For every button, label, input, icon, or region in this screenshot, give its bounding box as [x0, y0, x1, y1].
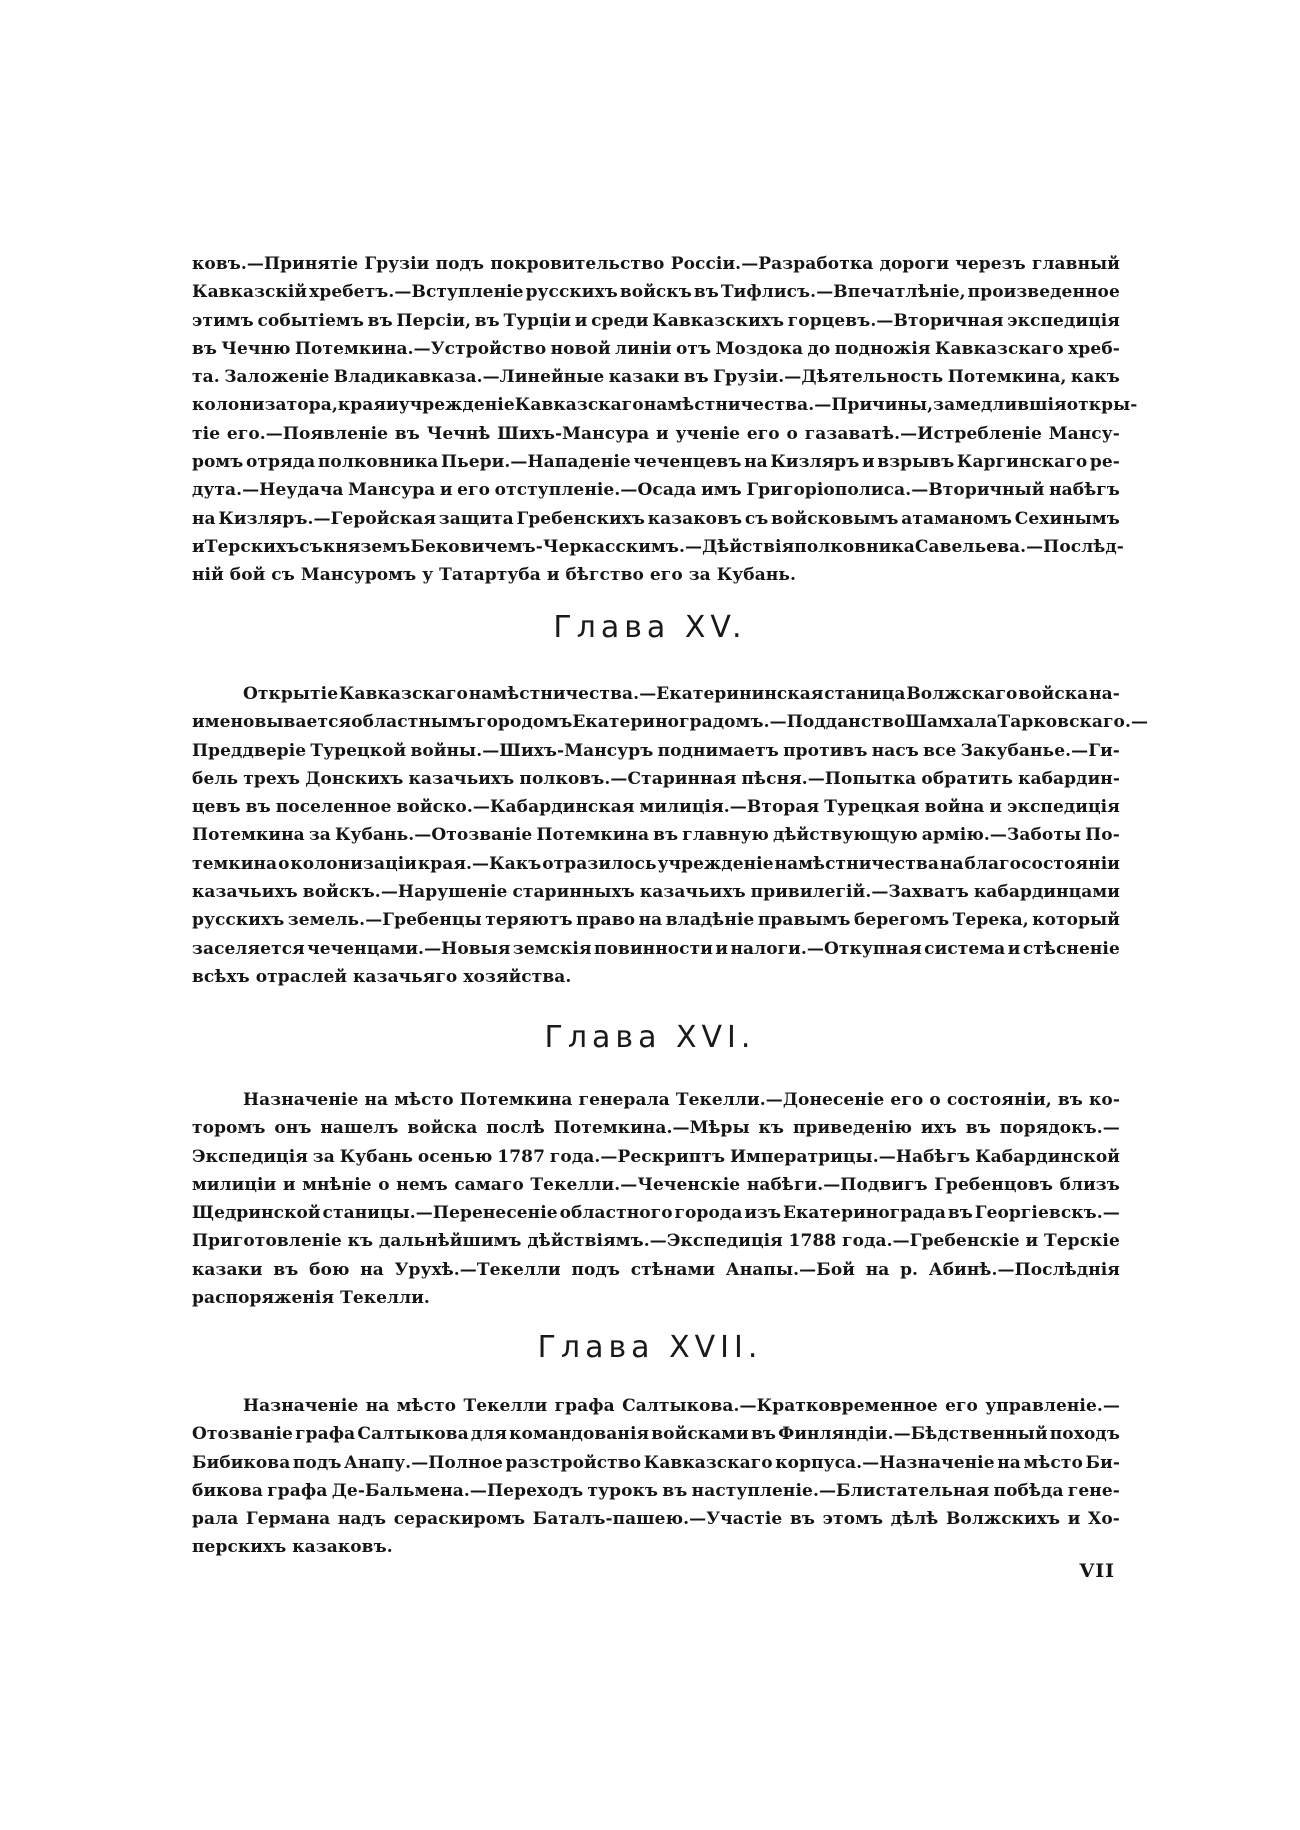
page-number: VII — [1079, 1560, 1115, 1582]
text-line: Отозваніе графа Салтыкова для командованія войсками въ Финляндіи.—Бѣдственный походъ — [192, 1424, 1120, 1445]
text-line: Кавказскій хребетъ.—Вступленіе русскихъ войскъ въ Тифлисъ.—Впечатлѣніе, произведенное — [192, 282, 1120, 303]
text-line: русскихъ земель.—Гребенцы теряютъ право на владѣніе правымъ берегомъ Терека, который — [192, 910, 1120, 931]
text-line: казаки въ бою на Урухѣ.—Текелли подъ стѣнами Анапы.—Бой на р. Абинѣ.—Послѣднія — [192, 1259, 1120, 1280]
chapter-16-heading: Глава XVI. — [544, 1020, 756, 1055]
text-line: ній бой съ Мансуромъ у Татартуба и бѣгство его за Кубань. — [192, 565, 797, 586]
text-line: Преддверіе Турецкой войны.—Шихъ-Мансуръ поднимаетъ противъ насъ все Закубанье.—Ги- — [192, 740, 1120, 761]
text-line: ромъ отряда полковника Пьери.—Нападеніе чеченцевъ на Кизляръ и взрывъ Каргинскаго ре- — [192, 452, 1120, 473]
text-line: Назначеніе на мѣсто Потемкина генерала Текелли.—Донесеніе его о состояніи, въ ко- — [243, 1090, 1120, 1110]
text-line: Назначеніе на мѣсто Текелли графа Салтыкова.—Кратковременное его управленіе.— — [243, 1396, 1120, 1416]
text-line: та. Заложеніе Владикавказа.—Линейные казаки въ Грузіи.—Дѣятельность Потемкина, какъ — [192, 367, 1120, 388]
intro-paragraph — [192, 250, 1138, 590]
text-line: этимъ событіемъ въ Персіи, въ Турціи и среди Кавказскихъ горцевъ.—Вторичная экспедиція — [192, 310, 1120, 331]
text-line: Открытіе Кавказскаго намѣстничества.—Екатерининская станица Волжскаго войска на- — [243, 684, 1120, 704]
text-line: дута.—Неудача Мансура и его отступленіе.—Осада имъ Григоріополиса.—Вторичный набѣгъ — [192, 480, 1120, 501]
text-line: темкина о колонизаціи края.—Какъ отразилось учрежденіе намѣстничества на благосостояніи — [192, 853, 1120, 874]
text-line: заселяется чеченцами.—Новыя земскія повинности и налоги.—Откупная система и стѣсненіе — [192, 938, 1120, 959]
text-line: въ Чечню Потемкина.—Устройство новой линіи отъ Моздока до подножія Кавказскаго хреб- — [192, 338, 1120, 359]
text-line: Потемкина за Кубань.—Отозваніе Потемкина въ главную дѣйствующую армію.—Заботы По- — [192, 825, 1120, 846]
text-line: милиціи и мнѣніе о немъ самаго Текелли.—Чеченскіе набѣги.—Подвигъ Гребенцовъ близъ — [192, 1174, 1120, 1195]
chapter-17-heading: Глава XVII. — [537, 1330, 763, 1365]
text-line: именовывается областнымъ городомъ Екатериноградомъ.—Подданство Шамхала Тарковскаго.— — [192, 712, 1149, 733]
text-line: цевъ въ поселенное войско.—Кабардинская милиція.—Вторая Турецкая война и экспедиція — [192, 797, 1120, 818]
chapter-16-summary — [192, 1086, 1120, 1312]
text-line: рала Германа надъ сераскиромъ Баталъ-пашею.—Участіе въ этомъ дѣлѣ Волжскихъ и Хо- — [192, 1509, 1120, 1530]
text-line: торомъ онъ нашелъ войска послѣ Потемкина.—Мѣры къ приведенію ихъ въ порядокъ.— — [192, 1118, 1120, 1139]
text-line: тіе его.—Появленіе въ Чечнѣ Шихъ-Мансура и ученіе его о газаватѣ.—Истребленіе Мансу- — [192, 423, 1120, 444]
text-line: и Терскихъ съ княземъ Бековичемъ-Черкасскимъ.—Дѣйствія полковника Савельева.—Послѣд- — [192, 536, 1124, 557]
text-line: казачьихъ войскъ.—Нарушеніе старинныхъ казачьихъ привилегій.—Захватъ кабардинцами — [192, 882, 1120, 903]
chapter-17-summary — [192, 1392, 1120, 1562]
chapter-15-heading: Глава XV. — [553, 610, 747, 645]
text-line: бель трехъ Донскихъ казачьихъ полковъ.—Старинная пѣсня.—Попытка обратить кабардин- — [192, 768, 1120, 789]
text-line: всѣхъ отраслей казачьяго хозяйства. — [192, 966, 572, 987]
text-line: Щедринской станицы.—Перенесеніе областного города изъ Екатеринограда въ Георгіевскъ.— — [192, 1203, 1120, 1224]
text-line: Бибикова подъ Анапу.—Полное разстройство Кавказскаго корпуса.—Назначеніе на мѣсто Би- — [192, 1452, 1120, 1473]
text-line: колонизатора, края и учрежденіе Кавказскаго намѣстничества.—Причины, замедлившія откры- — [192, 395, 1138, 416]
text-line: Приготовленіе къ дальнѣйшимъ дѣйствіямъ.—Экспедиція 1788 года.—Гребенскіе и Терскіе — [192, 1231, 1120, 1252]
text-line: ковъ.—Принятіе Грузіи подъ покровительство Россіи.—Разработка дороги черезъ главный — [192, 254, 1120, 274]
text-line: перскихъ казаковъ. — [192, 1537, 393, 1558]
text-line: бикова графа Де-Бальмена.—Переходъ турокъ въ наступленіе.—Блистательная побѣда гене- — [192, 1480, 1120, 1501]
text-line: распоряженія Текелли. — [192, 1288, 430, 1309]
text-line: на Кизляръ.—Геройская защита Гребенскихъ казаковъ съ войсковымъ атаманомъ Сехинымъ — [192, 508, 1120, 529]
text-line: Экспедиція за Кубань осенью 1787 года.—Рескриптъ Императрицы.—Набѣгъ Кабардинской — [192, 1146, 1120, 1167]
chapter-15-summary — [192, 680, 1149, 991]
